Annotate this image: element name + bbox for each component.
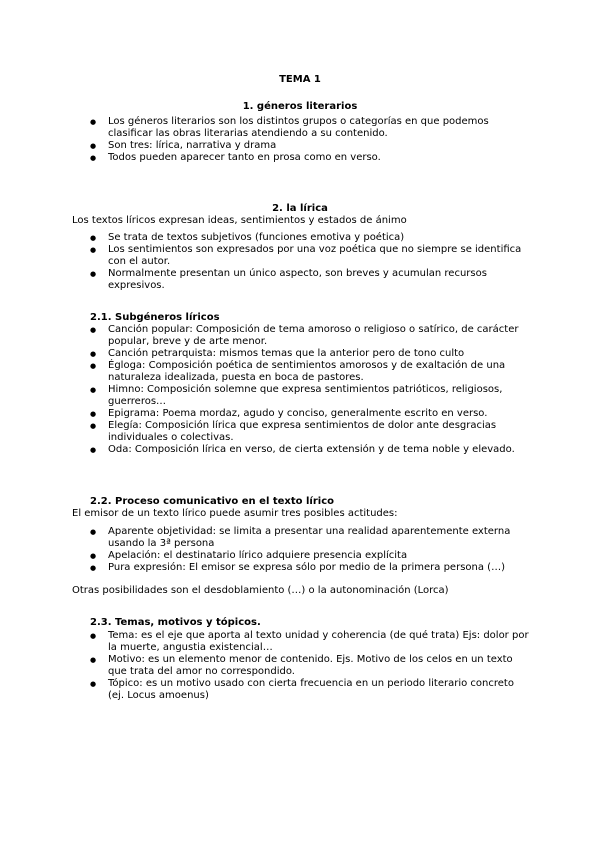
list-item: ● Se trata de textos subjetivos (funciones emotiva y poética) [90,232,530,244]
list-item: ● Pura expresión: El emisor se expresa sólo por medio de la primera persona (…) [90,562,530,574]
list-item: ● Égloga: Composición poética de sentimientos amorosos y de exaltación de una naturaleza idealizada, puesta en boca de pastores. [90,360,530,384]
list-item: ● Elegía: Composición lírica que expresa sentimientos de dolor ante desgracias individuales o colectivas. [90,420,530,444]
section-2-3-list [90,630,530,702]
section-2-1-list [90,324,530,456]
list-item: ● Canción popular: Composición de tema amoroso o religioso o satírico, de carácter popular, breve y de arte menor. [90,324,530,348]
list-item: ● Son tres: lírica, narrativa y drama [90,140,530,152]
section-2-1-heading: 2.1. Subgéneros líricos [90,312,220,323]
list-item: ● Tópico: es un motivo usado con cierta frecuencia en un periodo literario concreto (ej. Locus amoenus) [90,678,530,702]
list-item: ● Aparente objetividad: se limita a presentar una realidad aparentemente externa usando la 3ª persona [90,526,530,550]
section-1-list [90,116,530,164]
section-2-heading: 2. la lírica [272,203,328,214]
list-item: ● Canción petrarquista: mismos temas que la anterior pero de tono culto [90,348,530,360]
list-item: ● Todos pueden aparecer tanto en prosa como en verso. [90,152,530,164]
section-2-2-list [90,526,530,574]
list-item: ● Normalmente presentan un único aspecto, son breves y acumulan recursos expresivos. [90,268,530,292]
list-item: ● Motivo: es un elemento menor de contenido. Ejs. Motivo de los celos en un texto que trata del amor no correspondido. [90,654,530,678]
list-item: ● Oda: Composición lírica en verso, de cierta extensión y de tema noble y elevado. [90,444,530,456]
section-2-3-heading: 2.3. Temas, motivos y tópicos. [90,617,261,628]
section-2-list [90,232,530,292]
list-item: ● Tema: es el eje que aporta al texto unidad y coherencia (de qué trata) Ejs: dolor por la muerte, angustia existencial… [90,630,530,654]
section-2-2-intro: El emisor de un texto lírico puede asumir tres posibles actitudes: [72,508,398,519]
page-title: TEMA 1 [279,74,321,85]
list-item: ● Epigrama: Poema mordaz, agudo y conciso, generalmente escrito en verso. [90,408,530,420]
list-item: ● Los géneros literarios son los distintos grupos o categorías en que podemos clasificar las obras literarias atendiendo a su contenido. [90,116,530,140]
list-item: ● Apelación: el destinatario lírico adquiere presencia explícita [90,550,530,562]
list-item: ● Himno: Composición solemne que expresa sentimientos patrióticos, religiosos, guerreros… [90,384,530,408]
list-item: ● Los sentimientos son expresados por una voz poética que no siempre se identifica con el autor. [90,244,530,268]
section-2-2-outro: Otras posibilidades son el desdoblamiento (…) o la autonominación (Lorca) [72,585,449,596]
section-2-2-heading: 2.2. Proceso comunicativo en el texto lírico [90,496,335,507]
section-1-heading: 1. géneros literarios [242,101,358,112]
section-2-intro: Los textos líricos expresan ideas, sentimientos y estados de ánimo [72,215,407,226]
